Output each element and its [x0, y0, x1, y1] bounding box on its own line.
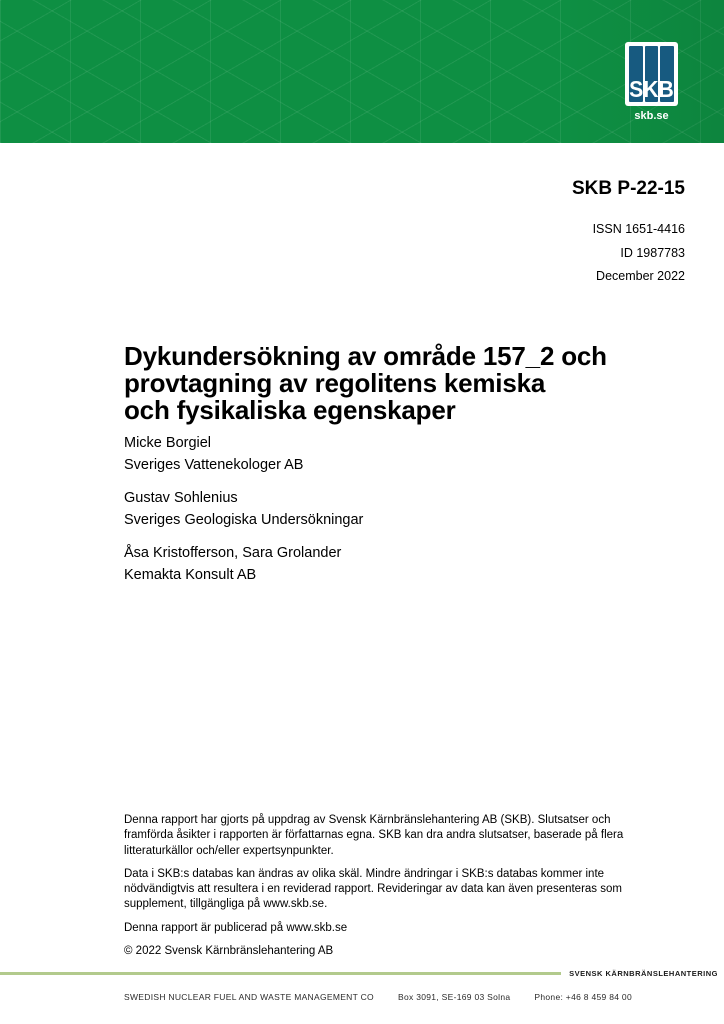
footer-company-swedish: SVENSK KÄRNBRÄNSLEHANTERING [569, 969, 718, 978]
author-name: Gustav Sohlenius [124, 490, 238, 506]
page-title [124, 343, 607, 424]
title-line-2: provtagning av regolitens kemiska [124, 368, 546, 398]
author-affiliation: Sveriges Geologiska Undersökningar [124, 512, 364, 528]
skb-logo [625, 42, 678, 106]
authors-block [124, 432, 363, 597]
author-name: Åsa Kristofferson, Sara Grolander [124, 545, 342, 561]
footer-contact-line [124, 992, 632, 1002]
title-line-3: och fysikaliska egenskaper [124, 395, 456, 425]
report-issn: ISSN 1651-4416 [592, 222, 685, 236]
footer-address: Box 3091, SE-169 03 Solna [397, 992, 511, 1002]
footer-rule [0, 972, 561, 975]
copyright-line: © 2022 Svensk Kärnbränslehantering AB [124, 945, 334, 958]
author-group [124, 432, 363, 476]
title-line-1: Dykundersökning av område 157_2 och [124, 341, 607, 371]
report-id: ID 1987783 [620, 245, 685, 260]
publication-note: Denna rapport är publicerad på www.skb.se [124, 921, 348, 934]
footer-phone: Phone: +46 8 459 84 00 [534, 992, 632, 1002]
skb-logo-text: SKB [629, 76, 674, 102]
report-date: December 2022 [596, 269, 685, 283]
author-group [124, 542, 363, 586]
author-affiliation: Kemakta Konsult AB [124, 567, 257, 583]
report-number: SKB P-22-15 [572, 178, 685, 199]
disclaimer-block [124, 813, 650, 967]
author-affiliation: Sveriges Vattenekologer AB [124, 457, 304, 473]
disclaimer-paragraph-1: Denna rapport har gjorts på uppdrag av Svensk Kärnbränslehantering AB (SKB). Slutsatser och framförda åsikter i rapporten är författarnas egna. SKB kan dra andra slutsatser, baserade på flera litteraturkällor och/eller expertsynpunkter. [124, 814, 624, 857]
footer-rule-row [0, 969, 724, 978]
footer-company-english: SWEDISH NUCLEAR FUEL AND WASTE MANAGEMENT CO [124, 992, 374, 1002]
report-id-block [572, 178, 685, 289]
disclaimer-paragraph-2: Data i SKB:s databas kan ändras av olika skäl. Mindre ändringar i SKB:s databas kommer inte nödvändigtvis att resultera i en reviderad rapport. Revideringar av data kan även presenteras som supplement, tillgängliga på www.skb.se. [124, 867, 622, 911]
author-group [124, 487, 363, 531]
author-name: Micke Borgiel [124, 435, 212, 451]
skb-website-label: skb.se [634, 110, 669, 122]
header-banner [0, 0, 724, 143]
